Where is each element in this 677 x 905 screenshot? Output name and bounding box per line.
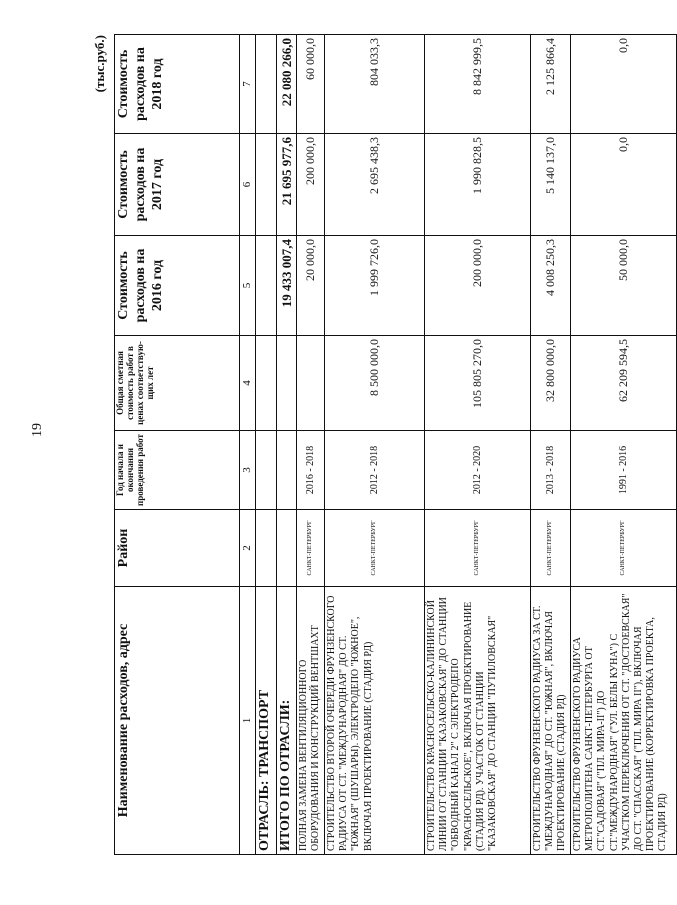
row-rayon: САНКТ-ПЕТЕРБУРГ (571, 510, 677, 587)
column-numbers-row (240, 35, 256, 855)
row-name: ПОЛНАЯ ЗАМЕНА ВЕНТИЛЯЦИОННОГО ОБОРУДОВАНИЯ И КОНСТРУКЦИЙ ВЕНТШАХТ (297, 587, 325, 855)
row-years: 2016 - 2018 (297, 431, 325, 510)
row-cost-2016: 20 000,0 (297, 236, 325, 336)
row-cost-2018: 0,0 (571, 35, 677, 134)
column-number: 1 (240, 587, 256, 855)
row-total-cost: 62 209 594,5 (571, 336, 677, 431)
row-cost-2017: 200 000,0 (297, 134, 325, 236)
budget-table (114, 34, 677, 855)
table-row (297, 35, 325, 855)
total-cost-2018: 22 080 266,0 (277, 35, 297, 134)
total-empty (277, 336, 297, 431)
sector-empty (256, 431, 277, 510)
header-rayon: Район (115, 510, 240, 587)
table-row (571, 35, 677, 855)
sector-title: ОТРАСЛЬ: ТРАНСПОРТ (256, 587, 277, 855)
row-name: СТРОИТЕЛЬСТВО ФРУНЗЕНСКОГО РАДИУСА МЕТРОПОЛИТЕНА САНКТ-ПЕТЕРБУРГА ОТ СТ."САДОВАЯ" ("ПЛ. МИРА-II") ДО СТ."МЕЖДУНАРОДНАЯ" ("УЛ. БЕЛЫ КУНА") С УЧАСТКОМ ПЕРЕКЛЮЧЕНИЯ ОТ СТ. "ДОСТОЕВСКАЯ" ДО СТ. "СПАССКАЯ" ("ПЛ. МИРА II"), ВКЛЮЧАЯ ПРОЕКТИРОВАНИЕ (КОРРЕКТИРОВКА ПРОЕКТА, СТАДИЯ РД) (571, 587, 677, 855)
row-cost-2016: 1 999 726,0 (325, 236, 425, 336)
table-row (531, 35, 571, 855)
row-rayon: САНКТ-ПЕТЕРБУРГ (531, 510, 571, 587)
row-years: 2012 - 2020 (425, 431, 531, 510)
total-row (277, 35, 297, 855)
sector-empty (256, 336, 277, 431)
total-label: ИТОГО ПО ОТРАСЛИ: (277, 587, 297, 855)
row-total-cost: 8 500 000,0 (325, 336, 425, 431)
column-number: 6 (240, 134, 256, 236)
sector-row (256, 35, 277, 855)
header-total-cost: Общая сметная стоимость работ в ценах соответствую-щих лет (115, 336, 240, 431)
row-years: 1991 - 2016 (571, 431, 677, 510)
row-cost-2016: 4 008 250,3 (531, 236, 571, 336)
row-years: 2013 - 2018 (531, 431, 571, 510)
row-cost-2017: 2 695 438,3 (325, 134, 425, 236)
sector-empty (256, 510, 277, 587)
column-number: 2 (240, 510, 256, 587)
row-cost-2018: 804 033,3 (325, 35, 425, 134)
total-empty (277, 510, 297, 587)
total-cost-2017: 21 695 977,6 (277, 134, 297, 236)
header-row (115, 35, 240, 855)
row-rayon: САНКТ-ПЕТЕРБУРГ (425, 510, 531, 587)
column-number: 4 (240, 336, 256, 431)
row-cost-2018: 8 842 999,5 (425, 35, 531, 134)
header-name: Наименование расходов, адрес (115, 587, 240, 855)
column-number: 3 (240, 431, 256, 510)
row-rayon: САНКТ-ПЕТЕРБУРГ (325, 510, 425, 587)
row-cost-2017: 0,0 (571, 134, 677, 236)
rotated-table-area (88, 35, 669, 855)
header-cost-2018: Стоимость расходов на 2018 год (115, 35, 240, 134)
row-cost-2016: 200 000,0 (425, 236, 531, 336)
row-cost-2018: 2 125 866,4 (531, 35, 571, 134)
sector-empty (256, 134, 277, 236)
total-cost-2016: 19 433 007,4 (277, 236, 297, 336)
header-cost-2016: Стоимость расходов на 2016 год (115, 236, 240, 336)
row-name: СТРОИТЕЛЬСТВО ФРУНЗЕНСКОГО РАДИУСА ЗА СТ. "МЕЖДУНАРОДНАЯ" ДО СТ. "ЮЖНАЯ", ВКЛЮЧАЯ ПРОЕКТИРОВАНИЕ (СТАДИЯ РД) (531, 587, 571, 855)
page-number: 19 (30, 423, 45, 437)
row-cost-2017: 5 140 137,0 (531, 134, 571, 236)
row-rayon: САНКТ-ПЕТЕРБУРГ (297, 510, 325, 587)
column-number: 5 (240, 236, 256, 336)
sector-empty (256, 236, 277, 336)
table-row (425, 35, 531, 855)
total-empty (277, 431, 297, 510)
row-cost-2017: 1 990 828,5 (425, 134, 531, 236)
row-name: СТРОИТЕЛЬСТВО ВТОРОЙ ОЧЕРЕДИ ФРУНЗЕНСКОГО РАДИУСА ОТ СТ. "МЕЖДУНАРОДНАЯ" ДО СТ. "ЮЖНАЯ" (ШУШАРЫ). ЭЛЕКТРОДЕПО "ЮЖНОЕ", ВКЛЮЧАЯ ПРОЕКТИРОВАНИЕ (СТАДИЯ РД) (325, 587, 425, 855)
header-cost-2017: Стоимость расходов на 2017 год (115, 134, 240, 236)
row-total-cost (297, 336, 325, 431)
table-row (325, 35, 425, 855)
column-number: 7 (240, 35, 256, 134)
row-name: СТРОИТЕЛЬСТВО КРАСНОСЕЛЬСКО-КАЛИНИНСКОЙ ЛИНИИ ОТ СТАНЦИИ "КАЗАКОВСКАЯ" ДО СТАНЦИИ "ОБВОДНЫЙ КАНАЛ 2" С ЭЛЕКТРОДЕПО "КРАСНОСЕЛЬСКОЕ", ВКЛЮЧАЯ ПРОЕКТИРОВАНИЕ (СТАДИЯ РД). УЧАСТОК ОТ СТАНЦИИ "КАЗАКОВСКАЯ" ДО СТАНЦИИ "ПУТИЛОВСКАЯ" (425, 587, 531, 855)
units-label: (тыс.руб.) (92, 35, 107, 93)
header-years: Год начала и окончания проведения работ (115, 431, 240, 510)
sector-empty (256, 35, 277, 134)
row-cost-2016: 50 000,0 (571, 236, 677, 336)
row-total-cost: 105 805 270,0 (425, 336, 531, 431)
row-cost-2018: 60 000,0 (297, 35, 325, 134)
row-years: 2012 - 2018 (325, 431, 425, 510)
row-total-cost: 32 800 000,0 (531, 336, 571, 431)
